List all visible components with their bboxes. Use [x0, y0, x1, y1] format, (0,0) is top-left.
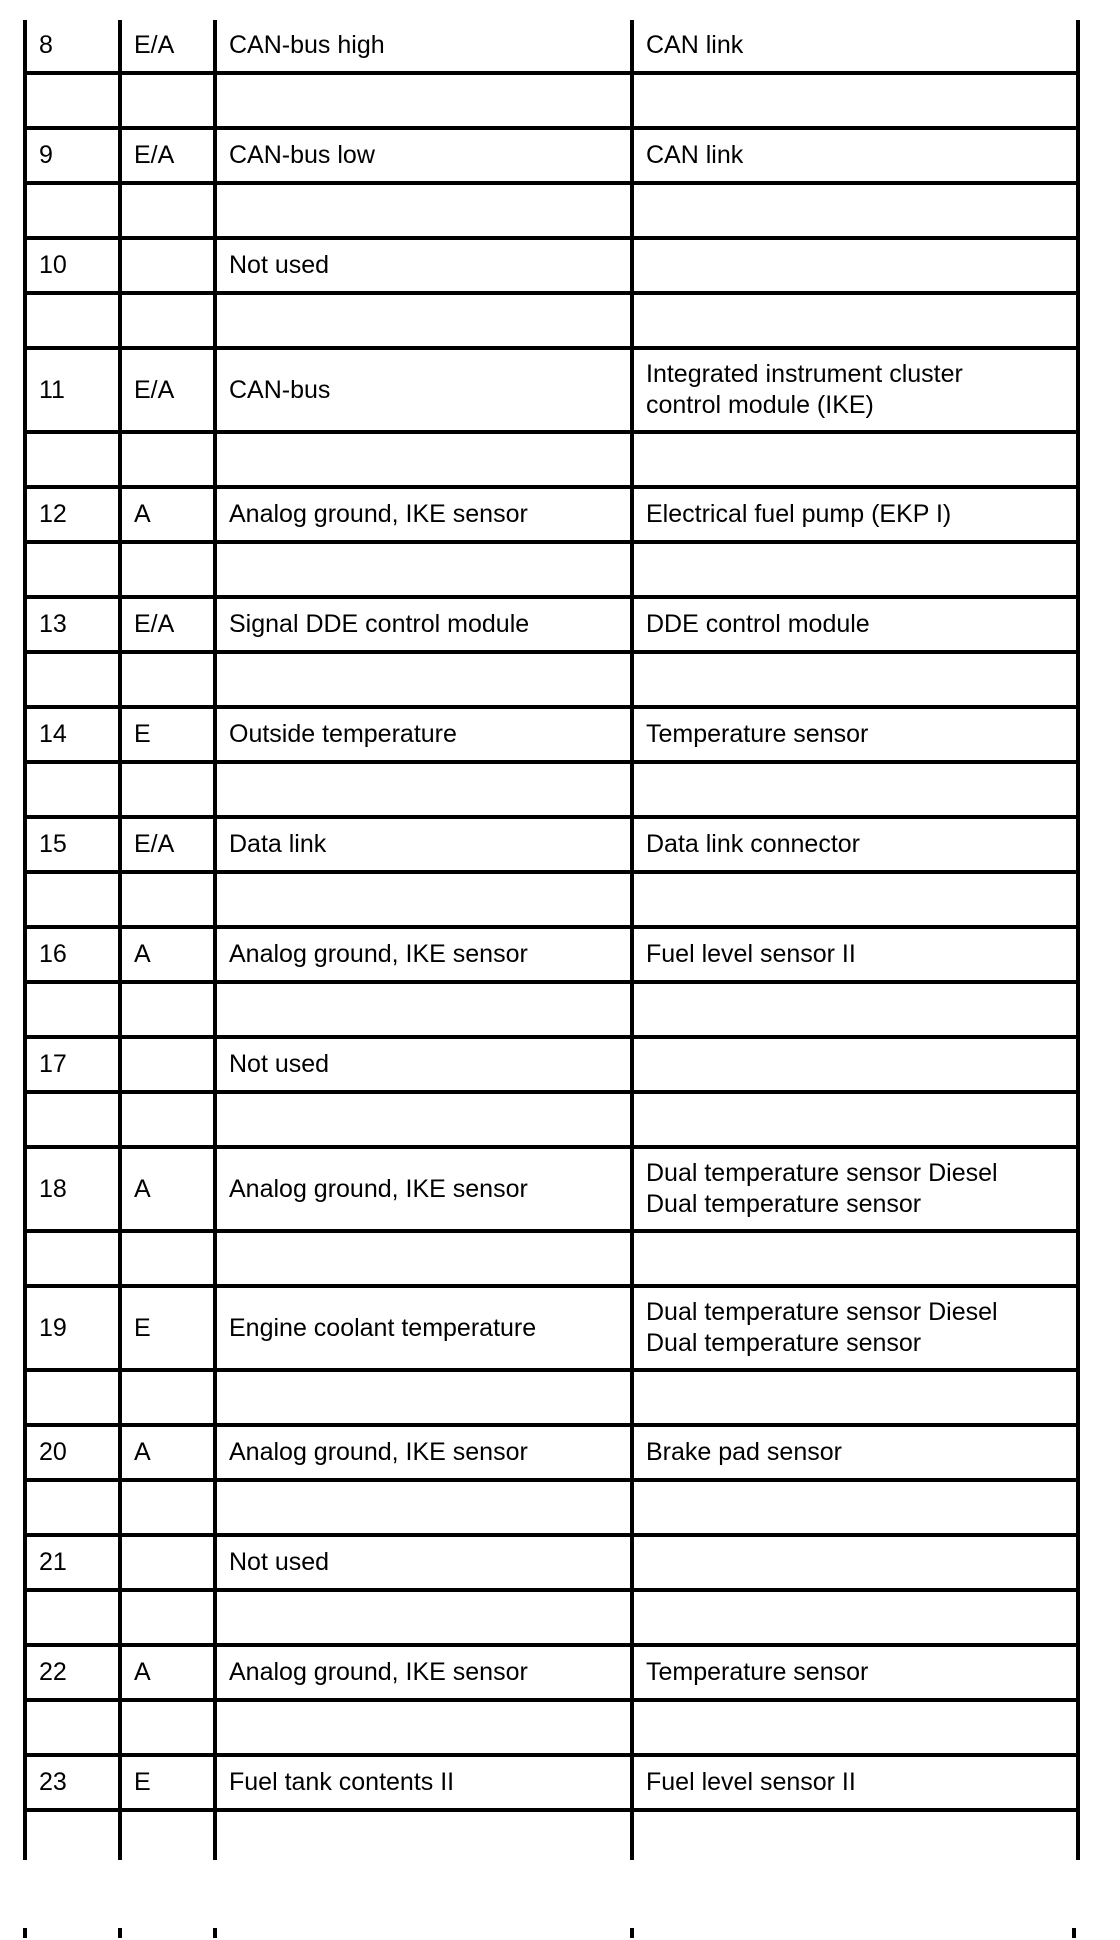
empty-cell	[120, 293, 215, 348]
empty-cell	[25, 73, 120, 128]
signal-cell: Analog ground, IKE sensor	[215, 1147, 632, 1231]
empty-cell	[25, 652, 120, 707]
empty-cell	[632, 872, 1078, 927]
pin-number-cell: 23	[25, 1755, 120, 1810]
empty-cell	[215, 1092, 632, 1147]
component-line: Brake pad sensor	[646, 1438, 842, 1466]
table-row	[25, 487, 1078, 542]
empty-cell	[25, 432, 120, 487]
table-row	[25, 707, 1078, 762]
component-cell	[632, 817, 1078, 872]
empty-cell	[25, 293, 120, 348]
signal-cell: Outside temperature	[215, 707, 632, 762]
signal-cell: Signal DDE control module	[215, 597, 632, 652]
direction-cell: E/A	[120, 128, 215, 183]
pin-number-cell: 11	[25, 348, 120, 432]
table-row	[25, 1645, 1078, 1700]
empty-cell	[120, 762, 215, 817]
empty-cell	[25, 762, 120, 817]
component-cell	[632, 1147, 1078, 1231]
direction-cell: A	[120, 927, 215, 982]
signal-cell: CAN-bus low	[215, 128, 632, 183]
empty-cell	[25, 872, 120, 927]
empty-cell	[632, 982, 1078, 1037]
empty-cell	[215, 542, 632, 597]
component-cell	[632, 707, 1078, 762]
pin-number-cell: 21	[25, 1535, 120, 1590]
pin-number-cell: 12	[25, 487, 120, 542]
table-row	[25, 1425, 1078, 1480]
empty-cell	[215, 1700, 632, 1755]
signal-cell: Engine coolant temperature	[215, 1286, 632, 1370]
signal-cell: CAN-bus high	[215, 20, 632, 73]
spacer-row	[25, 762, 1078, 817]
pin-assignment-table	[23, 20, 1080, 1860]
direction-cell: E	[120, 1286, 215, 1370]
empty-cell	[120, 1810, 215, 1860]
empty-cell	[215, 183, 632, 238]
table-row	[25, 1535, 1078, 1590]
direction-cell: A	[120, 487, 215, 542]
component-line: Temperature sensor	[646, 1658, 869, 1686]
empty-cell	[215, 982, 632, 1037]
spacer-row	[25, 542, 1078, 597]
table-row	[25, 1037, 1078, 1092]
spacer-row	[25, 73, 1078, 128]
direction-cell: A	[120, 1425, 215, 1480]
empty-cell	[120, 183, 215, 238]
empty-cell	[120, 872, 215, 927]
signal-cell: Analog ground, IKE sensor	[215, 1425, 632, 1480]
pin-number-cell: 22	[25, 1645, 120, 1700]
empty-cell	[215, 652, 632, 707]
spacer-row	[25, 432, 1078, 487]
empty-cell	[632, 762, 1078, 817]
pin-number-cell: 17	[25, 1037, 120, 1092]
component-cell	[632, 487, 1078, 542]
empty-cell	[215, 293, 632, 348]
pin-number-cell: 13	[25, 597, 120, 652]
spacer-row	[25, 1370, 1078, 1425]
stub-left	[23, 1928, 27, 1938]
spacer-row	[25, 1700, 1078, 1755]
empty-cell	[25, 1480, 120, 1535]
component-cell	[632, 597, 1078, 652]
pin-number-cell: 18	[25, 1147, 120, 1231]
spacer-row	[25, 872, 1078, 927]
spacer-row	[25, 652, 1078, 707]
empty-cell	[25, 1092, 120, 1147]
component-line: Integrated instrument cluster	[646, 360, 963, 388]
empty-cell	[215, 762, 632, 817]
empty-cell	[632, 432, 1078, 487]
empty-cell	[215, 1480, 632, 1535]
empty-cell	[120, 432, 215, 487]
direction-cell: E/A	[120, 348, 215, 432]
component-cell	[632, 1425, 1078, 1480]
empty-cell	[632, 183, 1078, 238]
table-row	[25, 817, 1078, 872]
pin-number-cell: 14	[25, 707, 120, 762]
table-row	[25, 1286, 1078, 1370]
signal-cell: Analog ground, IKE sensor	[215, 1645, 632, 1700]
table-row	[25, 238, 1078, 293]
component-line: control module (IKE)	[646, 391, 874, 419]
spacer-row	[25, 293, 1078, 348]
empty-cell	[25, 542, 120, 597]
pin-number-cell: 19	[25, 1286, 120, 1370]
component-line: Data link connector	[646, 830, 861, 858]
empty-cell	[215, 1231, 632, 1286]
empty-cell	[632, 542, 1078, 597]
pin-number-cell: 15	[25, 817, 120, 872]
component-line: DDE control module	[646, 610, 870, 638]
direction-cell: E	[120, 707, 215, 762]
spacer-row	[25, 982, 1078, 1037]
empty-cell	[120, 982, 215, 1037]
empty-cell	[120, 1590, 215, 1645]
table-row	[25, 927, 1078, 982]
stub-sig	[213, 1928, 217, 1938]
direction-cell: E/A	[120, 817, 215, 872]
empty-cell	[632, 1590, 1078, 1645]
component-line: Temperature sensor	[646, 720, 869, 748]
signal-cell: CAN-bus	[215, 348, 632, 432]
component-cell	[632, 1645, 1078, 1700]
empty-cell	[120, 1700, 215, 1755]
direction-cell: E/A	[120, 20, 215, 73]
empty-cell	[120, 1480, 215, 1535]
empty-cell	[215, 432, 632, 487]
empty-cell	[25, 982, 120, 1037]
empty-cell	[632, 652, 1078, 707]
spacer-row	[25, 1480, 1078, 1535]
direction-cell: E	[120, 1755, 215, 1810]
component-line: Dual temperature sensor Diesel	[646, 1159, 998, 1187]
empty-cell	[632, 293, 1078, 348]
pin-number-cell: 8	[25, 20, 120, 73]
direction-cell: A	[120, 1147, 215, 1231]
component-line: Electrical fuel pump (EKP I)	[646, 500, 952, 528]
empty-cell	[120, 542, 215, 597]
empty-cell	[632, 1810, 1078, 1860]
pin-number-cell: 16	[25, 927, 120, 982]
spacer-row	[25, 1590, 1078, 1645]
signal-cell: Fuel tank contents II	[215, 1755, 632, 1810]
signal-cell: Not used	[215, 238, 632, 293]
component-line: CAN link	[646, 31, 744, 59]
component-line: Fuel level sensor II	[646, 940, 856, 968]
table-row	[25, 128, 1078, 183]
stub-comp	[630, 1928, 634, 1938]
empty-cell	[25, 1700, 120, 1755]
empty-cell	[25, 1810, 120, 1860]
component-cell	[632, 348, 1078, 432]
signal-cell: Not used	[215, 1037, 632, 1092]
empty-cell	[25, 1590, 120, 1645]
empty-cell	[215, 73, 632, 128]
empty-cell	[632, 1700, 1078, 1755]
stub-dir	[118, 1928, 122, 1938]
stub-right	[1072, 1928, 1076, 1938]
table-row	[25, 597, 1078, 652]
component-line: Dual temperature sensor Diesel	[646, 1298, 998, 1326]
component-cell	[632, 128, 1078, 183]
table-continuation-stubs	[0, 1928, 1120, 1940]
pin-number-cell: 20	[25, 1425, 120, 1480]
component-cell	[632, 1037, 1078, 1092]
empty-cell	[120, 1092, 215, 1147]
empty-cell	[25, 1370, 120, 1425]
spacer-row	[25, 1231, 1078, 1286]
spacer-row	[25, 1092, 1078, 1147]
spacer-row	[25, 183, 1078, 238]
signal-cell: Analog ground, IKE sensor	[215, 487, 632, 542]
empty-cell	[120, 1231, 215, 1286]
pin-number-cell: 10	[25, 238, 120, 293]
empty-cell	[632, 73, 1078, 128]
component-cell	[632, 1755, 1078, 1810]
empty-cell	[632, 1092, 1078, 1147]
empty-cell	[215, 1590, 632, 1645]
empty-cell	[632, 1231, 1078, 1286]
direction-cell	[120, 1535, 215, 1590]
empty-cell	[120, 652, 215, 707]
table-row	[25, 20, 1078, 73]
signal-cell: Data link	[215, 817, 632, 872]
empty-cell	[215, 872, 632, 927]
direction-cell: E/A	[120, 597, 215, 652]
empty-cell	[215, 1810, 632, 1860]
pin-number-cell: 9	[25, 128, 120, 183]
empty-cell	[215, 1370, 632, 1425]
component-cell	[632, 1535, 1078, 1590]
component-cell	[632, 238, 1078, 293]
signal-cell: Analog ground, IKE sensor	[215, 927, 632, 982]
empty-cell	[632, 1480, 1078, 1535]
signal-cell: Not used	[215, 1535, 632, 1590]
table-row	[25, 1755, 1078, 1810]
component-cell	[632, 20, 1078, 73]
direction-cell	[120, 1037, 215, 1092]
component-line: Dual temperature sensor	[646, 1329, 922, 1357]
direction-cell	[120, 238, 215, 293]
empty-cell	[25, 1231, 120, 1286]
direction-cell: A	[120, 1645, 215, 1700]
empty-cell	[120, 73, 215, 128]
empty-cell	[120, 1370, 215, 1425]
empty-cell	[632, 1370, 1078, 1425]
component-line: CAN link	[646, 141, 744, 169]
table-row	[25, 348, 1078, 432]
empty-cell	[25, 183, 120, 238]
component-line: Fuel level sensor II	[646, 1768, 856, 1796]
component-cell	[632, 927, 1078, 982]
table-row	[25, 1147, 1078, 1231]
component-cell	[632, 1286, 1078, 1370]
spacer-row	[25, 1810, 1078, 1860]
component-line: Dual temperature sensor	[646, 1190, 922, 1218]
table-body	[25, 20, 1078, 1860]
